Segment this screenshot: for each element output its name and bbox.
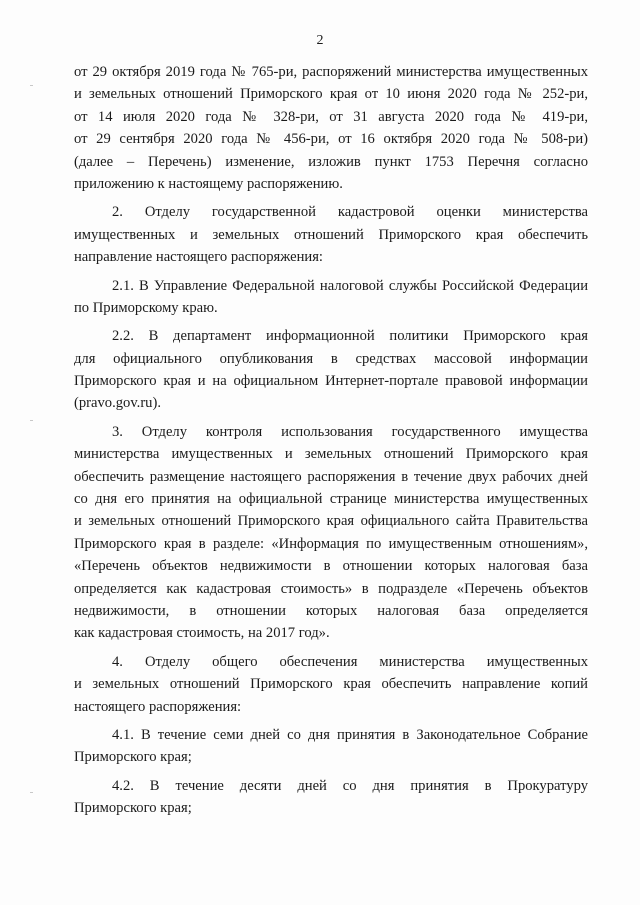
text-line: определяется как кадастровая стоимость» в подразделе «Перечень объектов — [74, 580, 588, 597]
text-line: 3. Отделу контроля использования государственного имущества — [112, 423, 588, 440]
text-line: (pravo.gov.ru). — [74, 395, 161, 412]
text-line: от 29 октября 2019 года № 765-ри, распоряжений министерства имущественных — [74, 64, 588, 80]
text-line: от 29 сентября 2020 года № 456-ри, от 16 октября 2020 года № 508-ри) — [74, 131, 588, 148]
text-line: направление настоящего распоряжения: — [74, 249, 323, 266]
text-line: 2.1. В Управление Федеральной налоговой службы Российской Федерации — [112, 277, 588, 294]
text-line: «Перечень объектов недвижимости в отношении которых налоговая база — [74, 558, 588, 575]
text-line: как кадастровая стоимость, на 2017 год». — [74, 625, 330, 642]
text-line: (далее – Перечень) изменение, изложив пункт 1753 Перечня согласно — [74, 153, 588, 170]
text-line: 4. Отделу общего обеспечения министерства имущественных — [112, 653, 588, 670]
scan-mark — [30, 792, 33, 793]
scan-mark — [30, 420, 33, 421]
text-line: со дня его принятия на официальной странице министерства имущественных — [74, 491, 588, 508]
text-line: Приморского края в разделе: «Информация по имущественным отношениям», — [74, 535, 588, 552]
text-line: Приморского края и на официальном Интернет-портале правовой информации — [74, 373, 588, 390]
text-line: приложению к настоящему распоряжению. — [74, 175, 343, 192]
text-line: Приморского края; — [74, 800, 192, 817]
text-line: 4.2. В течение десяти дней со дня принятия в Прокуратуру — [112, 777, 588, 794]
page-number: 2 — [316, 33, 324, 48]
text-line: по Приморскому краю. — [74, 299, 218, 316]
text-line: 2. Отделу государственной кадастровой оценки министерства — [112, 204, 588, 221]
text-line: министерства имущественных и земельных отношений Приморского края — [74, 446, 588, 463]
text-line: для официального опубликования в средствах массовой информации — [74, 350, 588, 367]
text-line: и земельных отношений Приморского края от 10 июня 2020 года № 252-ри, — [74, 86, 588, 103]
text-line: обеспечить размещение настоящего распоряжения в течение двух рабочих дней — [74, 468, 588, 485]
text-line: недвижимости, в отношении которых налоговая база определяется — [74, 602, 588, 619]
text-line: Приморского края; — [74, 749, 192, 766]
text-line: и земельных отношений Приморского края обеспечить направление копий — [74, 676, 588, 693]
text-line: и земельных отношений Приморского края официального сайта Правительства — [74, 513, 588, 530]
scan-mark — [30, 85, 33, 86]
text-line: настоящего распоряжения: — [74, 698, 242, 715]
text-line: 2.2. В департамент информационной политики Приморского края — [112, 328, 588, 345]
document-body — [74, 61, 588, 820]
text-line: от 14 июля 2020 года № 328-ри, от 31 августа 2020 года № 419-ри, — [74, 108, 588, 125]
text-line: имущественных и земельных отношений Приморского края обеспечить — [74, 226, 588, 243]
text-line: 4.1. В течение семи дней со дня принятия в Законодательное Собрание — [112, 726, 588, 743]
